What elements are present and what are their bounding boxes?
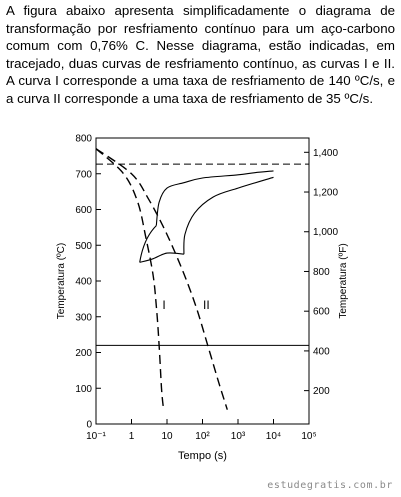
x-tick-label: 10² [195, 431, 210, 442]
transformation-region [140, 171, 274, 263]
y-tick-label-right: 1,200 [313, 187, 339, 199]
transformation-lower-boundary [140, 253, 184, 263]
cooling-curve-I [96, 149, 164, 410]
y-tick-label-left: 400 [75, 276, 92, 288]
transformation-nose-curve [140, 226, 157, 263]
axes [75, 134, 338, 443]
y-tick-label-left: 200 [75, 348, 92, 359]
y-tick-label-left: 0 [86, 419, 92, 431]
y-axis-label-left: Temperatura (ºC) [56, 242, 67, 320]
y-tick-label-left: 600 [75, 205, 92, 216]
cooling-curve-label: II [203, 297, 210, 312]
y-tick-label-left: 500 [75, 240, 92, 252]
cooling-curve-label: I [162, 297, 166, 312]
watermark: estudegratis.com.br [267, 480, 393, 491]
y-tick-label-left: 100 [75, 383, 92, 395]
transformation-finish-curve [184, 177, 274, 254]
x-tick-label: 10⁻¹ [86, 431, 106, 442]
x-tick-label: 10⁴ [265, 431, 282, 442]
x-axis-label: Tempo (s) [178, 450, 227, 462]
x-tick-label: 10³ [230, 431, 246, 442]
y-tick-label-right: 1,400 [313, 147, 339, 159]
y-tick-label-left: 300 [75, 312, 92, 324]
cooling-curves [96, 149, 227, 410]
question-text-block [6, 2, 395, 108]
y-tick-label-right: 800 [313, 266, 330, 278]
transformation-start-curve [156, 171, 273, 226]
x-tick-label: 10⁵ [301, 431, 317, 442]
y-tick-label-right: 200 [313, 386, 330, 398]
cct-diagram [0, 130, 401, 475]
y-tick-label-right: 400 [313, 346, 330, 358]
x-tick-label: 10 [161, 431, 173, 442]
x-tick-label: 1 [128, 431, 135, 442]
question-text: A figura abaixo apresenta simplificadamente o diagrama de transformação por resfriamento contínuo para um aço-carbono comum com 0,76% C. Nesse diagrama, estão indicadas, em tracejado, duas curvas de resfriamento contínuo, as curvas I e II. A curva I corresponde a uma taxa de resfriamento de 140 ºC/s, e a curva II corresponde a uma taxa de resfriamento de 35 ºC/s. [6, 3, 395, 106]
y-tick-label-left: 800 [75, 133, 92, 145]
y-axis-label-right: Temperatura (ºF) [338, 243, 349, 319]
y-tick-label-right: 1,000 [313, 227, 339, 239]
y-tick-label-right: 600 [313, 306, 330, 318]
cooling-curve-II [96, 149, 227, 410]
y-tick-label-left: 700 [75, 169, 92, 181]
